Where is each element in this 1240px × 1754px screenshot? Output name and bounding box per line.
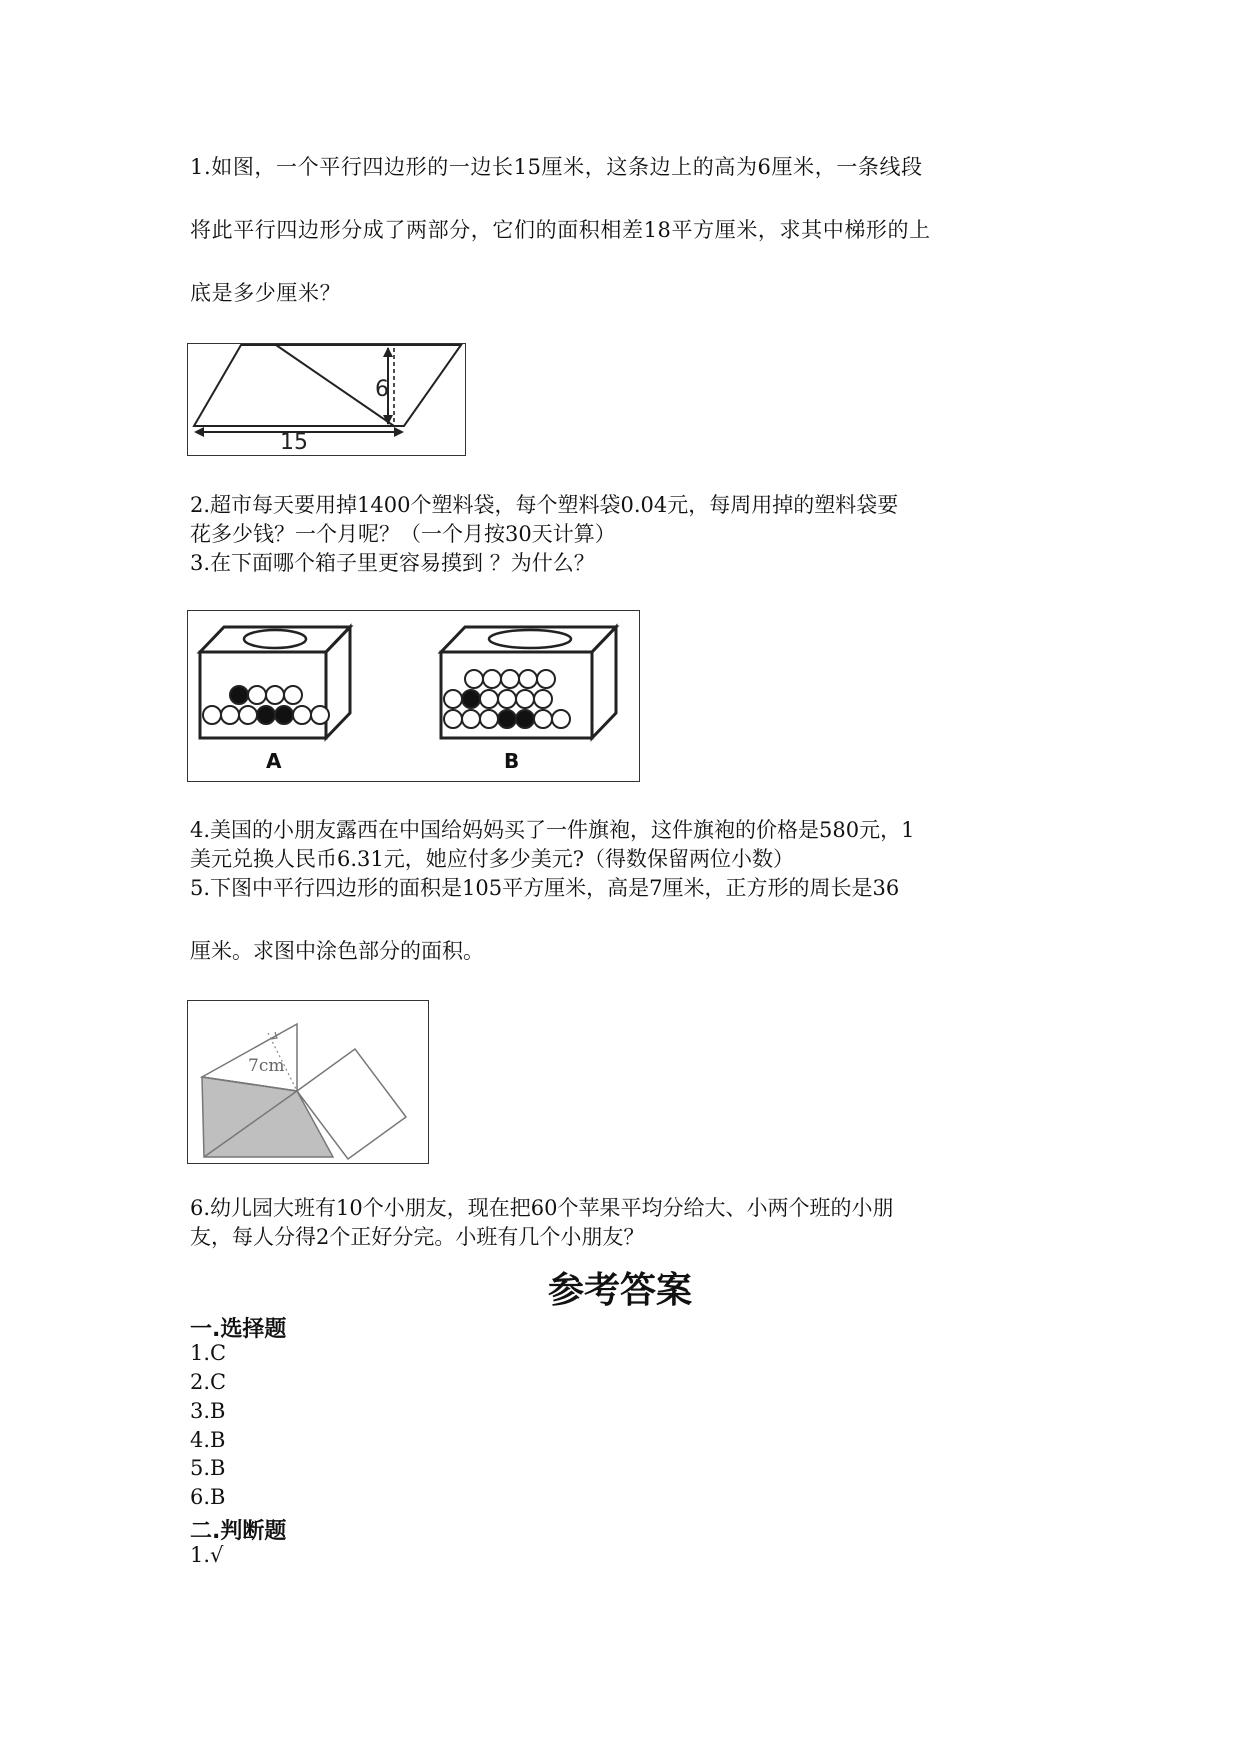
- height-label-7cm: 7cm: [248, 1056, 285, 1076]
- answer-item: 1.√: [190, 1543, 224, 1567]
- problem-5-line-1: 5.下图中平行四边形的面积是105平方厘米，高是7厘米，正方形的周长是36: [190, 876, 900, 900]
- answer-item: 1.C: [190, 1341, 227, 1365]
- problem-4-line-2: 美元兑换人民币6.31元，她应付多少美元?（得数保留两位小数）: [190, 847, 795, 871]
- problem-6-line-1: 6.幼儿园大班有10个小朋友，现在把60个苹果平均分给大、小两个班的小朋: [190, 1196, 894, 1220]
- box-a-balls: [203, 686, 329, 724]
- answer-item: 5.B: [190, 1456, 226, 1480]
- problem-5-line-2: 厘米。求图中涂色部分的面积。: [190, 939, 484, 963]
- problem-1-line-1: 1.如图，一个平行四边形的一边长15厘米，这条边上的高为6厘米，一条线段: [190, 155, 923, 179]
- problem-6-line-2: 友，每人分得2个正好分完。小班有几个小朋友？: [190, 1225, 645, 1249]
- answer-item: 4.B: [190, 1428, 226, 1452]
- height-label-6: 6: [375, 377, 389, 402]
- box-a-label: A: [266, 749, 282, 773]
- figure-parallelogram: [187, 343, 466, 456]
- problem-2-line-1: 2.超市每天要用掉1400个塑料袋，每个塑料袋0.04元，每周用掉的塑料袋要: [190, 493, 899, 517]
- problem-4-line-1: 4.美国的小朋友露西在中国给妈妈买了一件旗袍，这件旗袍的价格是580元，1: [190, 818, 915, 842]
- section-heading-choice: 一.选择题: [190, 1317, 287, 1342]
- problem-1-line-3: 底是多少厘米？: [190, 281, 342, 305]
- problem-1-line-2: 将此平行四边形分成了两部分，它们的面积相差18平方厘米，求其中梯形的上: [190, 218, 931, 242]
- figure-boxes: [187, 610, 640, 782]
- problem-2-line-2: 花多少钱？一个月呢？（一个月按30天计算）: [190, 522, 616, 546]
- answer-item: 6.B: [190, 1485, 226, 1509]
- box-b-label: B: [504, 749, 520, 773]
- box-b-balls: [444, 670, 570, 728]
- answer-item: 2.C: [190, 1370, 227, 1394]
- answer-item: 3.B: [190, 1399, 226, 1423]
- answers-title: 参考答案: [547, 1270, 692, 1311]
- section-heading-judgement: 二.判断题: [190, 1519, 287, 1544]
- figure-shaded-area: [187, 1000, 429, 1164]
- problem-3-line-1: 3.在下面哪个箱子里更容易摸到 ？为什么？: [190, 551, 595, 575]
- base-label-15: 15: [280, 430, 308, 455]
